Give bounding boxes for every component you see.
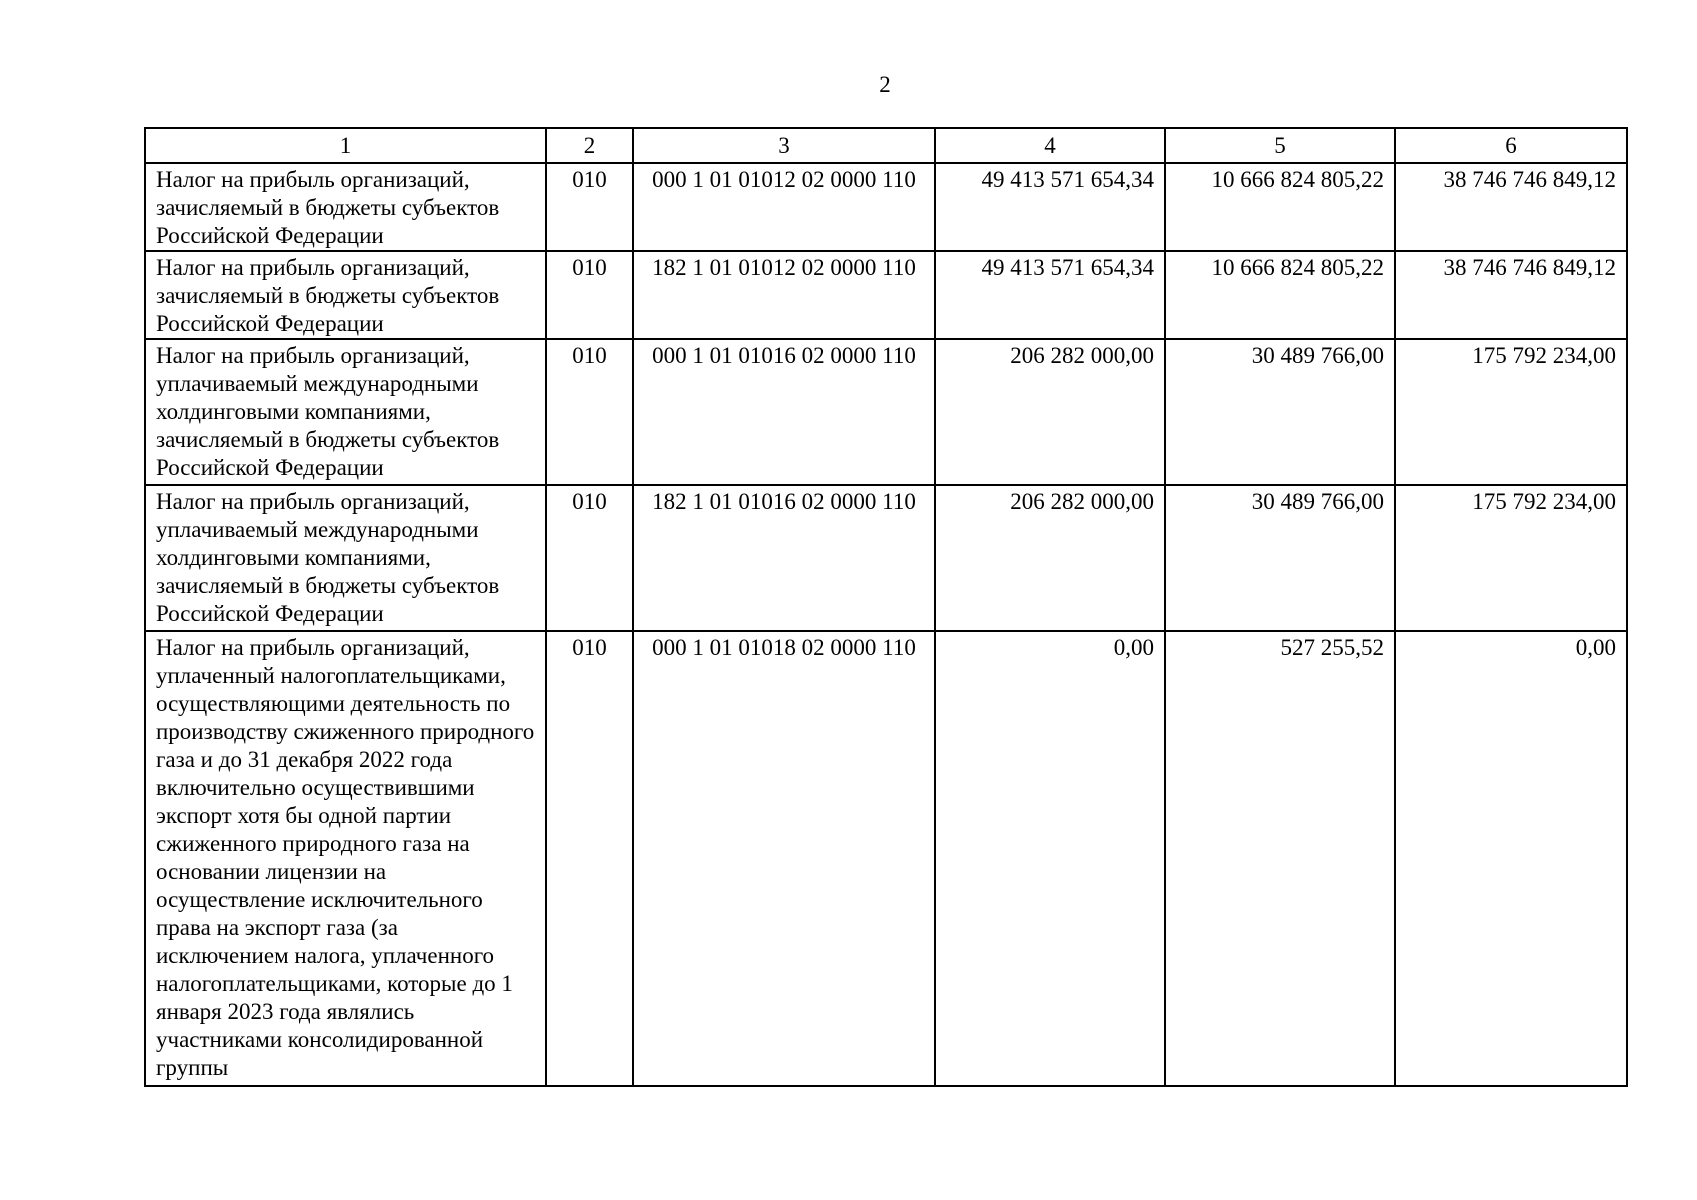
row-value-col4-cell: 206 282 000,00 — [935, 339, 1165, 485]
row-value-col6-cell: 175 792 234,00 — [1395, 339, 1627, 485]
table-row — [145, 163, 1627, 251]
row-value-col5-cell: 10 666 824 805,22 — [1165, 251, 1395, 339]
page-number: 2 — [879, 72, 891, 97]
row-value-col4-cell: 206 282 000,00 — [935, 485, 1165, 631]
row-budget-code-cell: 000 1 01 01016 02 0000 110 — [633, 339, 935, 485]
table-row — [145, 485, 1627, 631]
row-budget-code-cell: 000 1 01 01012 02 0000 110 — [633, 163, 935, 251]
report-table — [144, 127, 1628, 1087]
row-value-col6-cell: 38 746 746 849,12 — [1395, 251, 1627, 339]
row-value-col5-cell: 30 489 766,00 — [1165, 485, 1395, 631]
row-line-code-cell: 010 — [546, 485, 633, 631]
row-line-code-cell: 010 — [546, 631, 633, 1086]
row-value-col6-cell: 38 746 746 849,12 — [1395, 163, 1627, 251]
header-row — [145, 128, 1627, 163]
row-value-col4-cell: 49 413 571 654,34 — [935, 163, 1165, 251]
column-header-4: 4 — [935, 128, 1165, 163]
row-value-col6-cell: 0,00 — [1395, 631, 1627, 1086]
row-value-col4-cell: 0,00 — [935, 631, 1165, 1086]
table-body — [145, 163, 1627, 1086]
row-value-col5-cell: 527 255,52 — [1165, 631, 1395, 1086]
row-value-col5-cell: 30 489 766,00 — [1165, 339, 1395, 485]
row-name-cell: Налог на прибыль организаций, уплаченный налогоплательщиками, осуществляющими деятельность по производству сжиженного природного газа и до 31 декабря 2022 года включительно осуществившими экспорт хотя бы одной партии сжиженного природного газа на основании лицензии на осуществление исключительного права на экспорт газа (за исключением налога, уплаченного налогоплательщиками, которые до 1 января 2023 года являлись участниками консолидированной группы — [145, 631, 546, 1086]
row-line-code-cell: 010 — [546, 251, 633, 339]
row-name-cell: Налог на прибыль организаций, зачисляемый в бюджеты субъектов Российской Федерации — [145, 163, 546, 251]
table-row — [145, 339, 1627, 485]
table-row — [145, 251, 1627, 339]
row-value-col5-cell: 10 666 824 805,22 — [1165, 163, 1395, 251]
row-name-cell: Налог на прибыль организаций, уплачиваемый международными холдинговыми компаниями, зачисляемый в бюджеты субъектов Российской Федерации — [145, 485, 546, 631]
row-budget-code-cell: 000 1 01 01018 02 0000 110 — [633, 631, 935, 1086]
column-header-6: 6 — [1395, 128, 1627, 163]
row-line-code-cell: 010 — [546, 163, 633, 251]
table-header — [145, 128, 1627, 163]
column-header-3: 3 — [633, 128, 935, 163]
row-budget-code-cell: 182 1 01 01012 02 0000 110 — [633, 251, 935, 339]
column-header-2: 2 — [546, 128, 633, 163]
column-header-1: 1 — [145, 128, 546, 163]
row-name-cell: Налог на прибыль организаций, зачисляемый в бюджеты субъектов Российской Федерации — [145, 251, 546, 339]
row-name-cell: Налог на прибыль организаций, уплачиваемый международными холдинговыми компаниями, зачисляемый в бюджеты субъектов Российской Федерации — [145, 339, 546, 485]
row-budget-code-cell: 182 1 01 01016 02 0000 110 — [633, 485, 935, 631]
row-line-code-cell: 010 — [546, 339, 633, 485]
row-value-col6-cell: 175 792 234,00 — [1395, 485, 1627, 631]
table-row — [145, 631, 1627, 1086]
row-value-col4-cell: 49 413 571 654,34 — [935, 251, 1165, 339]
column-header-5: 5 — [1165, 128, 1395, 163]
